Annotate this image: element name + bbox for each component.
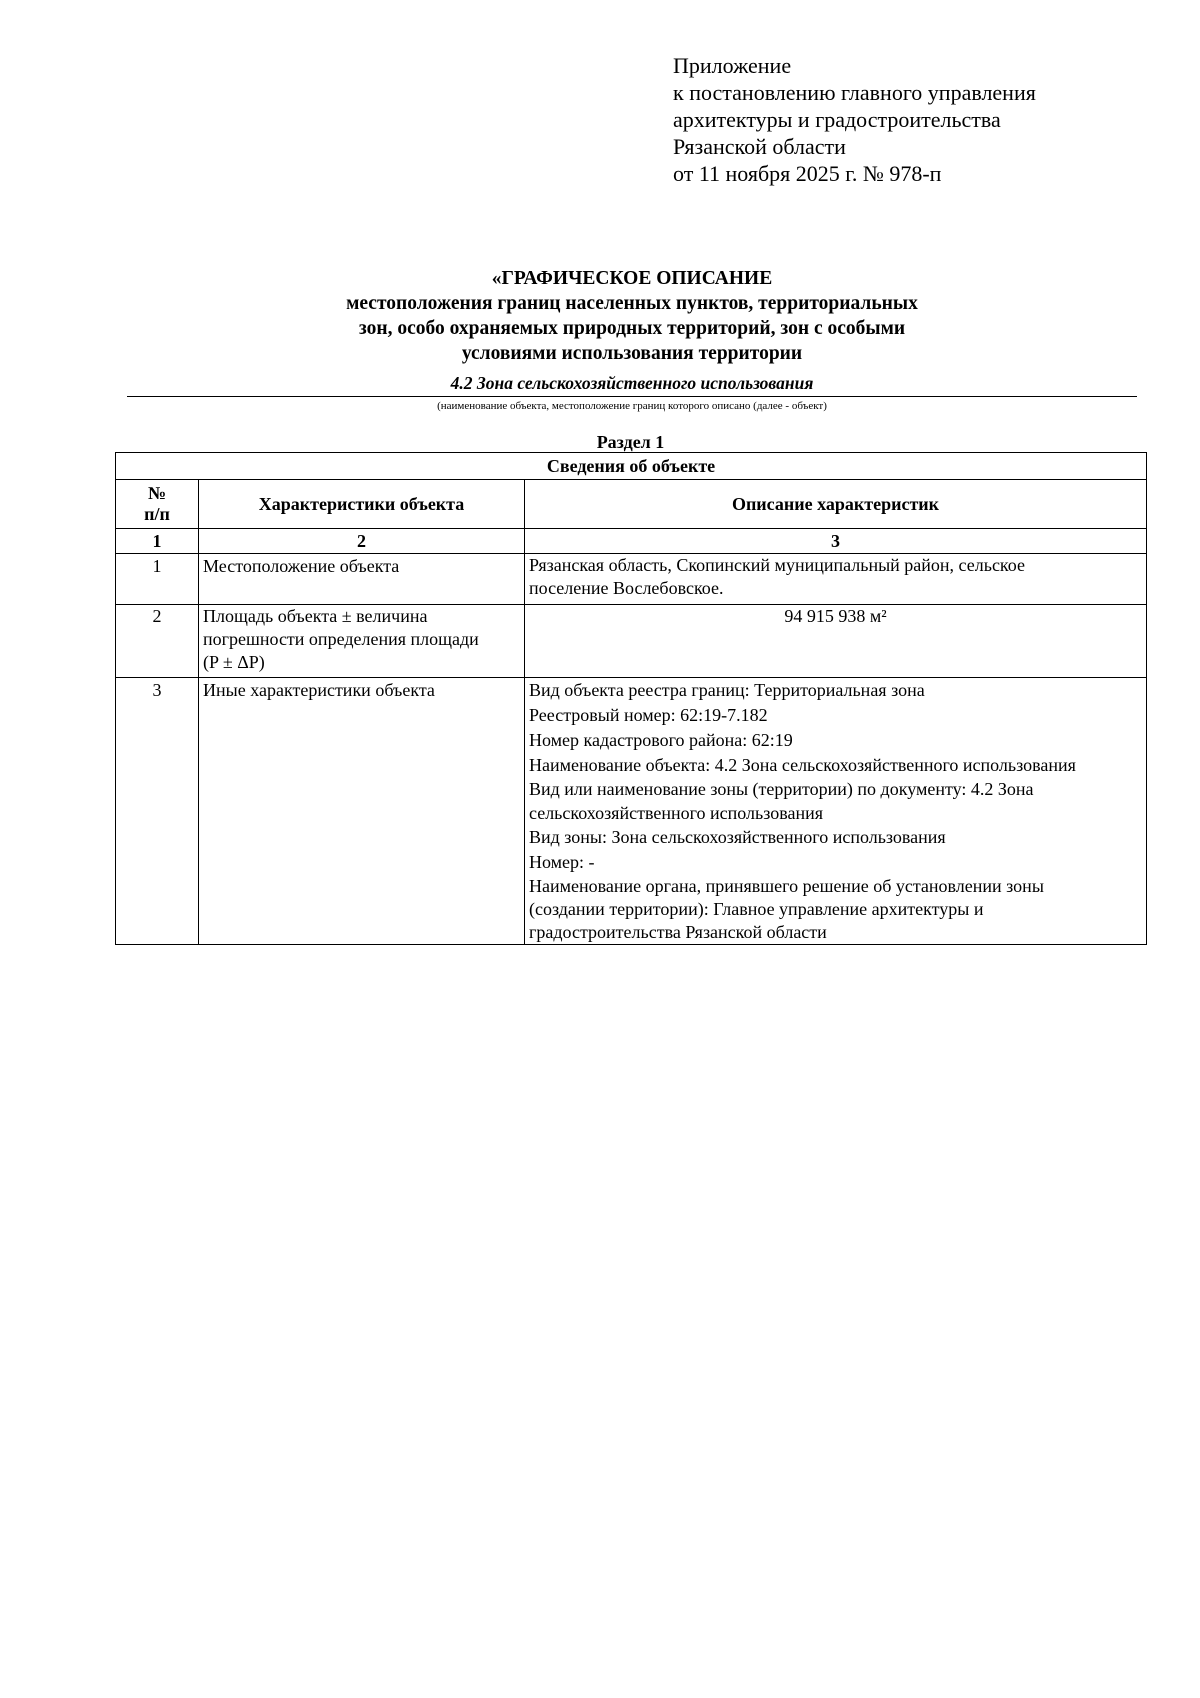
section-title: Раздел 1 <box>596 432 665 452</box>
header-num-line1: № <box>147 483 167 503</box>
table-row <box>116 554 1147 605</box>
row-description <box>525 554 1147 605</box>
title-line: местоположения границ населенных пунктов, территориальных <box>346 293 918 314</box>
appendix-line: Рязанской области <box>673 134 846 159</box>
header-characteristics: Характеристики объекта <box>199 480 525 529</box>
description-line: Вид зоны: Зона сельскохозяйственного использования <box>529 827 946 847</box>
row-characteristic <box>199 605 525 678</box>
table-row <box>116 605 1147 678</box>
appendix-line: архитектуры и градостроительства <box>673 107 1001 132</box>
column-number: 1 <box>116 529 199 554</box>
appendix-header <box>673 52 1036 187</box>
table-caption-row <box>116 453 1147 480</box>
row-characteristic <box>199 678 525 945</box>
characteristic-line: Иные характеристики объекта <box>203 680 435 700</box>
row-number: 1 <box>116 554 199 605</box>
description-line: Номер кадастрового района: 62:19 <box>529 730 793 750</box>
title-line: условиями использования территории <box>461 343 803 364</box>
row-description <box>525 678 1147 945</box>
object-name-underline <box>127 396 1137 397</box>
characteristic-line: (P ± ΔP) <box>203 652 265 672</box>
document-title <box>127 266 1137 366</box>
characteristic-line: Площадь объекта ± величина <box>203 606 428 626</box>
description-line: сельскохозяйственного использования <box>529 803 824 823</box>
table-caption: Сведения об объекте <box>116 453 1147 480</box>
description-line: Номер: - <box>529 852 595 872</box>
table-row <box>116 678 1147 945</box>
object-info-table <box>115 452 1147 945</box>
header-num <box>116 480 199 529</box>
description-line: поселение Вослебовское. <box>529 578 724 598</box>
appendix-line: к постановлению главного управления <box>673 80 1036 105</box>
description-line: Рязанская область, Скопинский муниципальный район, сельское <box>529 555 1025 575</box>
description-line: Вид объекта реестра границ: Территориальная зона <box>529 680 925 700</box>
table-header-row <box>116 480 1147 529</box>
column-number: 3 <box>525 529 1147 554</box>
column-number-row <box>116 529 1147 554</box>
row-characteristic <box>199 554 525 605</box>
description-line: (создании территории): Главное управление архитектуры и <box>529 899 984 919</box>
appendix-line: Приложение <box>673 53 792 78</box>
characteristic-line: Местоположение объекта <box>203 556 400 576</box>
appendix-line: от 11 ноября 2025 г. № 978-п <box>673 161 942 186</box>
object-name-caption: (наименование объекта, местоположение границ которого описано (далее - объект) <box>437 400 827 412</box>
header-num-line2: п/п <box>144 504 170 524</box>
title-line: зон, особо охраняемых природных территорий, зон с особыми <box>358 318 906 339</box>
header-description: Описание характеристик <box>525 480 1147 529</box>
title-line: «ГРАФИЧЕСКОЕ ОПИСАНИЕ <box>491 268 773 289</box>
row-description-area: 94 915 938 м² <box>525 605 1147 678</box>
row-number: 3 <box>116 678 199 945</box>
description-line: Вид или наименование зоны (территории) по документу: 4.2 Зона <box>529 779 1034 799</box>
description-line: Реестровый номер: 62:19-7.182 <box>529 705 768 725</box>
column-number: 2 <box>199 529 525 554</box>
description-line: Наименование органа, принявшего решение об установлении зоны <box>529 876 1044 896</box>
characteristic-line: погрешности определения площади <box>203 629 479 649</box>
description-line: Наименование объекта: 4.2 Зона сельскохозяйственного использования <box>529 755 1076 775</box>
object-name: 4.2 Зона сельскохозяйственного использования <box>450 373 814 393</box>
description-line: градостроительства Рязанской области <box>529 922 827 942</box>
row-number: 2 <box>116 605 199 678</box>
